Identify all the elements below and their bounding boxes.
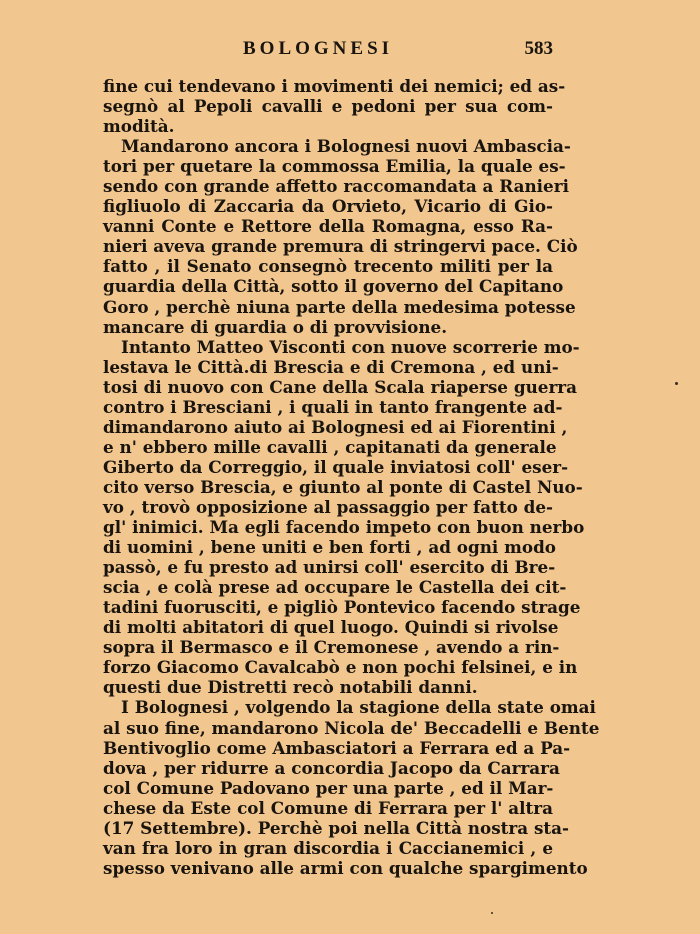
text-line: Giberto da Correggio, il quale inviatosi coll' eser- [103, 456, 569, 477]
ink-speck [491, 912, 493, 914]
text-line: nieri aveva grande premura di stringervi pace. Ciò [103, 236, 578, 257]
text-line: chese da Este col Comune di Ferrara per l' altra [103, 797, 553, 818]
running-head [103, 38, 553, 68]
text-line: I Bolognesi , volgendo la stagione della state omai [121, 697, 596, 718]
text-line: spesso venivano alle armi con qualche spargimento [103, 857, 588, 878]
text-line: sendo con grande affetto raccomandata a Ranieri [103, 176, 569, 197]
text-line: dimandarono aiuto ai Bolognesi ed ai Fiorentini , [103, 416, 568, 437]
text-line: questi due Distretti recò notabili danni. [103, 677, 478, 698]
text-line: passò, e fu presto ad unirsi coll' esercito di Bre- [103, 557, 556, 578]
page-number: 583 [524, 38, 553, 59]
text-line: fine cui tendevano i movimenti dei nemici; ed as- [103, 76, 566, 96]
text-line: vanni Conte e Rettore della Romagna, esso Ra- [103, 216, 553, 237]
running-title: BOLOGNESI [243, 38, 394, 59]
text-line: (17 Settembre). Perchè poi nella Città nostra sta- [103, 817, 569, 838]
text-line: lestava le Città.di Brescia e di Cremona , ed uni- [103, 356, 559, 377]
text-line: cito verso Brescia, e giunto al ponte di Castel Nuo- [103, 476, 583, 497]
text-line: dova , per ridurre a concordia Jacopo da Carrara [103, 757, 560, 778]
text-line: fatto , il Senato consegnò trecento militi per la [103, 256, 553, 277]
text-line: e n' ebbero mille cavalli , capitanati da generale [103, 436, 557, 457]
text-line: forzo Giacomo Cavalcabò e non pochi felsinei, e in [103, 657, 578, 678]
text-line: gl' inimici. Ma egli facendo impeto con buon nerbo [103, 517, 585, 538]
text-line: figliuolo di Zaccaria da Orvieto, Vicario di Gio- [103, 196, 553, 217]
text-line: Intanto Matteo Visconti con nuove scorrerie mo- [121, 336, 580, 357]
text-line: Goro , perchè niuna parte della medesima potesse [103, 296, 576, 317]
text-line: modità. [103, 116, 175, 137]
text-line: di uomini , bene uniti e ben forti , ad ogni modo [103, 537, 557, 558]
text-line: di molti abitatori di quel luogo. Quindi si rivolse [103, 617, 559, 638]
ink-speck [675, 382, 678, 385]
text-line: guardia della Città, sotto il governo del Capitano [103, 276, 564, 297]
text-line: tadini fuorusciti, e pigliò Pontevico facendo strage [103, 597, 581, 618]
text-line: mancare di guardia o di provvisione. [103, 316, 448, 337]
text-line: col Comune Padovano per una parte , ed il Mar- [103, 777, 554, 798]
text-line: sopra il Bermasco e il Cremonese , avendo a rin- [103, 637, 560, 658]
text-line: contro i Bresciani , i quali in tanto frangente ad- [103, 396, 563, 417]
text-line: van fra loro in gran discordia i Caccianemici , e [103, 837, 553, 858]
body-text [103, 76, 600, 878]
text-line: tosi di nuovo con Cane della Scala riaperse guerra [103, 376, 577, 397]
text-line: Mandarono ancora i Bolognesi nuovi Ambascia- [121, 136, 571, 157]
text-line: vo , trovò opposizione al passaggio per fatto de- [103, 496, 553, 517]
text-line: al suo fine, mandarono Nicola de' Beccadelli e Bente [103, 717, 600, 738]
text-line: scia , e colà prese ad occupare le Castella dei cit- [103, 577, 567, 598]
text-line: tori per quetare la commossa Emilia, la quale es- [103, 156, 566, 177]
text-line: Bentivoglio come Ambasciatori a Ferrara ed a Pa- [103, 737, 571, 758]
text-line: segnò al Pepoli cavalli e pedoni per sua com- [103, 96, 553, 117]
